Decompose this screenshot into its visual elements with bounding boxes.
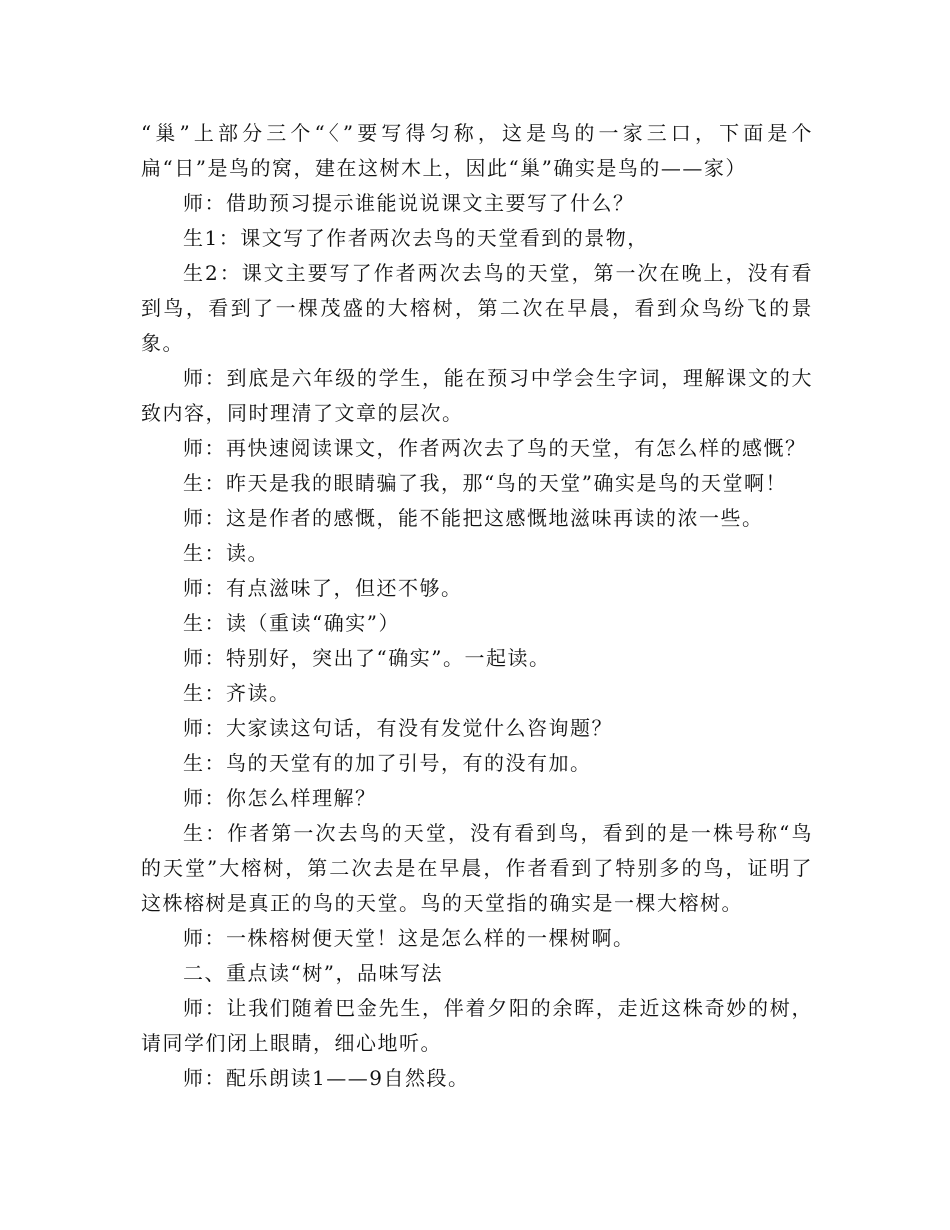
paragraph: 生：昨天是我的眼睛骗了我，那“鸟的天堂”确实是鸟的天堂啊！ — [183, 471, 787, 495]
paragraph: “巢”上部分三个“〈”要写得匀称，这是鸟的一家三口，下面是个扁“日”是鸟的窝，建在这树木上，因此“巢”确实是鸟的——家） — [141, 121, 813, 180]
paragraph: 师：再快速阅读课文，作者两次去了鸟的天堂，有怎么样的感慨？ — [183, 436, 807, 460]
paragraph: 生：读。 — [183, 541, 269, 565]
paragraph: 师：这是作者的感慨，能不能把这感慨地滋味再读的浓一些。 — [183, 506, 764, 530]
paragraph: 师：让我们随着巴金先生，伴着夕阳的余晖，走近这株奇妙的树，请同学们闭上眼睛，细心地听。 — [141, 996, 813, 1055]
paragraph: 师：一株榕树便天堂！这是怎么样的一棵树啊。 — [183, 926, 635, 950]
paragraph: 生：鸟的天堂有的加了引号，有的没有加。 — [183, 751, 592, 775]
paragraph: 师：有点滋味了，但还不够。 — [183, 576, 463, 600]
document-body — [141, 116, 813, 1096]
paragraph: 师：大家读这句话，有没有发觉什么咨询题？ — [183, 716, 613, 740]
paragraph: 生：读（重读“确实”） — [183, 611, 400, 635]
paragraph: 师：借助预习提示谁能说说课文主要写了什么？ — [183, 191, 635, 215]
paragraph: 生：作者第一次去鸟的天堂，没有看到鸟，看到的是一株号称“鸟的天堂”大榕树，第二次去是在早晨，作者看到了特别多的鸟，证明了这株榕树是真正的鸟的天堂。鸟的天堂指的确实是一棵大榕树。 — [141, 821, 813, 915]
paragraph: 生：齐读。 — [183, 681, 291, 705]
paragraph: 师：特别好，突出了“确实”。一起读。 — [183, 646, 551, 670]
paragraph: 生2：课文主要写了作者两次去鸟的天堂，第一次在晚上，没有看到鸟，看到了一棵茂盛的大榕树，第二次在早晨，看到众鸟纷飞的景象。 — [141, 261, 813, 355]
paragraph: 师：到底是六年级的学生，能在预习中学会生字词，理解课文的大致内容，同时理清了文章的层次。 — [141, 366, 813, 425]
paragraph: 师：你怎么样理解？ — [183, 786, 377, 810]
paragraph: 生1：课文写了作者两次去鸟的天堂看到的景物， — [183, 226, 649, 250]
paragraph: 师：配乐朗读1——9自然段。 — [183, 1066, 470, 1090]
section-heading: 二、重点读“树”，品味写法 — [183, 961, 443, 985]
